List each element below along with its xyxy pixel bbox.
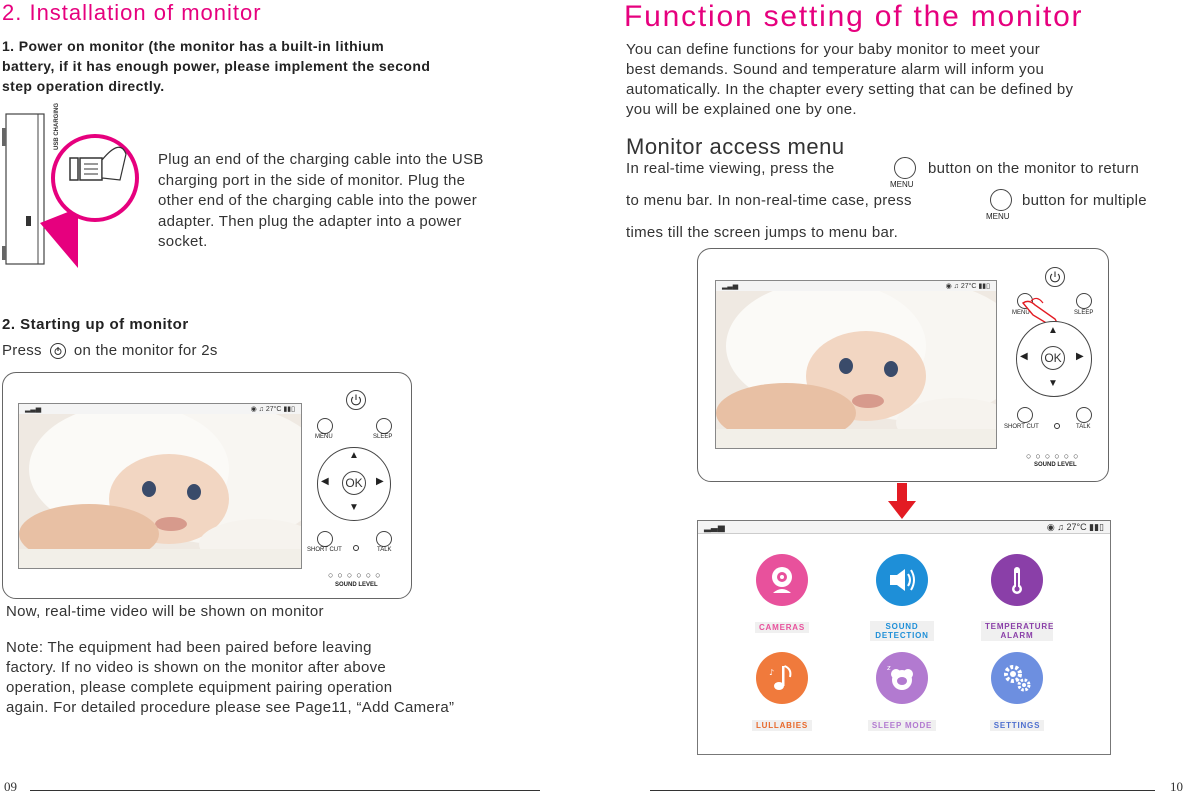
temperature-alarm-label-text: TEMPERATURE ALARM [981, 621, 1053, 641]
wifi-icon: ◉ [250, 406, 257, 413]
step1-heading-line: 1. Power on monitor (the monitor has a built-in lithium [2, 38, 385, 54]
plug-line: adapter. Then plug the adapter into a power [158, 212, 462, 230]
plug-line: Plug an end of the charging cable into the USB [158, 151, 484, 168]
power-button[interactable] [346, 390, 366, 410]
sound-level-dots: ○○○○○○ [1026, 451, 1083, 461]
cameras-label[interactable] [727, 623, 837, 632]
menu-button-icon-inline-2 [990, 189, 1012, 211]
access-line2-end: button for multiple [1022, 192, 1147, 209]
menu-screen [697, 520, 1111, 755]
intro-paragraph [626, 40, 1073, 120]
signal-icon: ▂▃▅ [704, 522, 725, 532]
wifi-icon: ◉ [945, 283, 952, 290]
temp-reading: 27°C [960, 283, 977, 290]
press-suffix: on the monitor for 2s [73, 342, 218, 359]
status-temp: ◉ ♫ 27°C ▮▮▯ [250, 406, 295, 413]
usb-charging-illustration [0, 108, 150, 273]
camera-icon [765, 563, 799, 597]
intro-line: You can define functions for your baby monitor to meet your [626, 41, 1041, 58]
speaker-icon [885, 563, 919, 597]
pairing-note [6, 638, 454, 718]
intro-line: best demands. Sound and temperature alarm will inform you [626, 61, 1045, 78]
signal-icon: ▂▃▅ [722, 283, 739, 290]
sound-detection-tile[interactable] [876, 554, 928, 606]
sleep-mode-label-text: SLEEP MODE [868, 720, 936, 731]
ok-button[interactable]: OK [1041, 346, 1065, 370]
red-down-arrow-icon [888, 483, 916, 519]
battery-icon: ▮▮▯ [283, 406, 295, 413]
ok-button[interactable]: OK [342, 471, 366, 495]
access-line1-start: In real-time viewing, press the [626, 160, 835, 177]
press-prefix: Press [2, 342, 42, 359]
sleep-mode-label[interactable] [847, 721, 957, 730]
talk-button[interactable] [376, 531, 392, 547]
sound-level-label: SOUND LEVEL [1034, 462, 1077, 468]
talk-button-label: TALK [1076, 424, 1091, 430]
right-footer-rule [650, 790, 1155, 791]
access-menu-title: Monitor access menu [626, 134, 845, 159]
power-icon [50, 343, 66, 359]
baby-photo [716, 291, 996, 448]
lullabies-tile[interactable] [756, 652, 808, 704]
signal-icon: ▂▃▅ [25, 406, 42, 413]
right-arrow-icon[interactable]: ▶ [1076, 351, 1084, 362]
temperature-alarm-tile[interactable] [991, 554, 1043, 606]
right-section-title: Function setting of the monitor [624, 0, 1084, 33]
temperature-alarm-label[interactable] [962, 621, 1072, 641]
menu-button-label: MENU [1012, 310, 1030, 316]
shortcut-button[interactable] [1017, 407, 1033, 423]
intro-line: automatically. In the chapter every setting that can be defined by [626, 81, 1074, 98]
plug-line: charging port in the side of monitor. Plug the [158, 171, 466, 189]
status-temp: ◉ ♫ 27°C ▮▮▯ [945, 283, 990, 290]
svg-text:♪: ♪ [769, 668, 775, 677]
right-arrow-icon[interactable]: ▶ [376, 476, 384, 487]
access-line-3: times till the screen jumps to menu bar. [626, 224, 899, 241]
down-arrow-icon[interactable]: ▼ [1048, 378, 1058, 389]
thermometer-icon [1000, 563, 1034, 597]
left-footer-rule [30, 790, 540, 791]
sound-detection-label[interactable] [847, 621, 957, 641]
press-instruction [2, 342, 218, 359]
baby-photo [19, 414, 301, 568]
temp-reading: 27°C [1066, 522, 1087, 532]
svg-text:z: z [887, 664, 891, 672]
cameras-label-text: CAMERAS [755, 622, 809, 633]
battery-icon: ▮▮▯ [978, 283, 990, 290]
down-arrow-icon[interactable]: ▼ [349, 502, 359, 513]
lullabies-label[interactable] [727, 721, 837, 730]
settings-label[interactable] [962, 721, 1072, 730]
gear-icon [1000, 661, 1034, 695]
battery-icon: ▮▮▯ [1089, 522, 1104, 532]
wifi-icon: ◉ [1046, 522, 1055, 532]
sleep-button[interactable] [376, 418, 392, 434]
note-line: again. For detailed procedure please see Page11, “Add Camera” [6, 699, 455, 716]
note-line: operation, please complete equipment pairing operation [6, 679, 393, 696]
note-line: Note: The equipment had been paired before leaving [6, 639, 372, 656]
step1-heading-line: battery, if it has enough power, please implement the second [2, 58, 431, 74]
sleeping-sheep-icon [885, 661, 919, 695]
menu-button-label: MENU [315, 434, 333, 440]
cameras-tile[interactable] [756, 554, 808, 606]
up-arrow-icon[interactable]: ▲ [1048, 325, 1058, 336]
step1-heading [2, 36, 430, 96]
status-temp: ◉ ♫ 27°C ▮▮▯ [1046, 522, 1104, 532]
power-icon [347, 391, 365, 409]
monitor-device-left [2, 372, 412, 599]
right-page-number: 10 [1170, 779, 1183, 794]
sleep-button[interactable] [1076, 293, 1092, 309]
sleep-button-label: SLEEP [373, 434, 393, 440]
power-button[interactable] [1045, 267, 1065, 287]
realtime-video-text: Now, real-time video will be shown on monitor [6, 603, 324, 620]
temp-reading: 27°C [265, 406, 282, 413]
settings-tile[interactable] [991, 652, 1043, 704]
mic-indicator [1054, 423, 1060, 429]
lullabies-label-text: LULLABIES [752, 720, 812, 731]
monitor-screen [715, 280, 997, 449]
plug-line: socket. [158, 233, 208, 250]
sound-detection-label-text: SOUND DETECTION [870, 621, 934, 641]
settings-label-text: SETTINGS [990, 720, 1044, 731]
shortcut-button-label: SHORT CUT [1004, 424, 1039, 430]
up-arrow-icon[interactable]: ▲ [349, 450, 359, 461]
talk-button[interactable] [1076, 407, 1092, 423]
music-note-icon [765, 661, 799, 695]
note-line: factory. If no video is shown on the monitor after above [6, 659, 387, 676]
left-section-title: 2. Installation of monitor [2, 0, 262, 25]
left-arrow-icon[interactable]: ◀ [321, 476, 329, 487]
step1-heading-line: step operation directly. [2, 78, 165, 94]
menu-button-icon-inline [894, 157, 916, 179]
access-line1-end: button on the monitor to return [928, 160, 1140, 177]
access-line2-start: to menu bar. In non-real-time case, press [626, 192, 912, 209]
menu-inline-label: MENU [890, 180, 914, 189]
intro-line: you will be explained one by one. [626, 101, 857, 118]
talk-button-label: TALK [377, 547, 392, 553]
plug-line: other end of the charging cable into the power [158, 192, 478, 209]
sound-level-dots: ○○○○○○ [328, 570, 385, 580]
shortcut-button-label: SHORT CUT [307, 547, 342, 553]
mic-indicator [353, 545, 359, 551]
monitor-screen [18, 403, 302, 569]
access-line-1 [626, 160, 835, 177]
shortcut-button[interactable] [317, 531, 333, 547]
status-bar [698, 521, 1110, 534]
step2-heading: 2. Starting up of monitor [2, 316, 189, 333]
left-arrow-icon[interactable]: ◀ [1020, 351, 1028, 362]
plug-instructions [158, 150, 484, 253]
usb-side-label: USB CHARGING [54, 102, 60, 150]
left-page-number: 09 [4, 779, 17, 794]
sound-level-label: SOUND LEVEL [335, 582, 378, 588]
power-icon [1046, 268, 1064, 286]
monitor-device-right [697, 248, 1109, 482]
menu-button[interactable] [317, 418, 333, 434]
sleep-button-label: SLEEP [1074, 310, 1094, 316]
menu-inline-label-2: MENU [986, 212, 1010, 221]
sleep-mode-tile[interactable] [876, 652, 928, 704]
